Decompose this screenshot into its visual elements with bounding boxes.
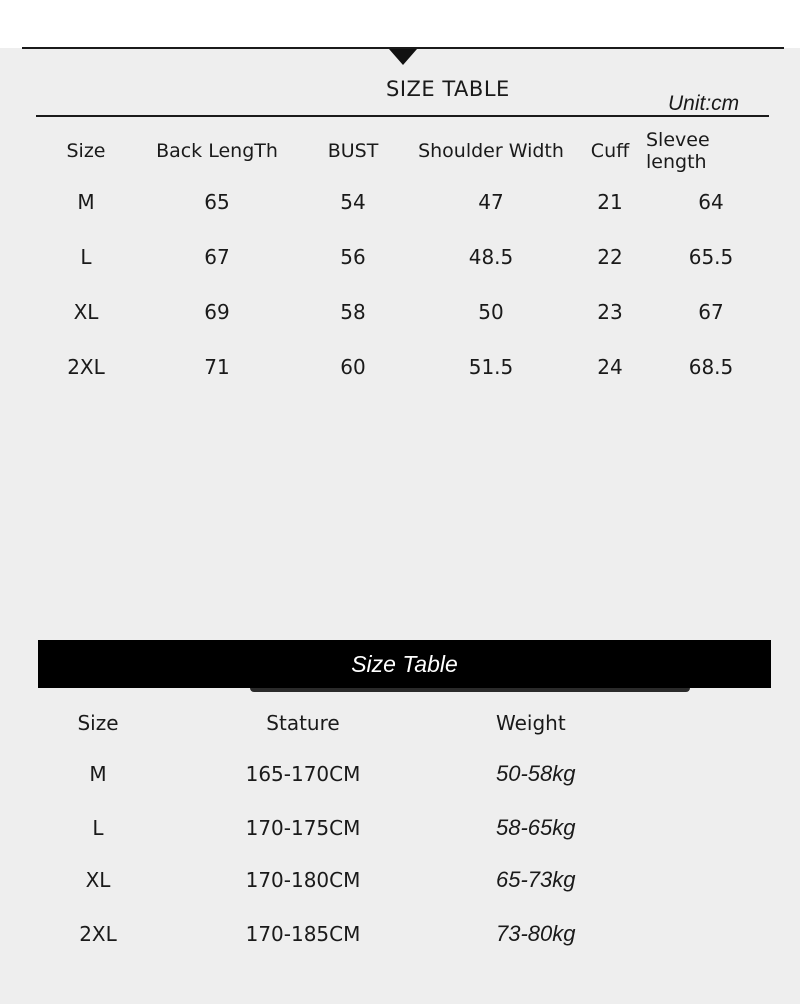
table-cell: 50 [478, 299, 504, 324]
table-cell: 65 [204, 189, 230, 214]
table-cell: M [89, 762, 107, 786]
column-header-bust: BUST [327, 140, 379, 162]
table-cell: 50-58kg [496, 761, 576, 786]
table-cell: 65-73kg [496, 867, 576, 892]
size-table-title: SIZE TABLE [386, 77, 510, 101]
table-cell: 24 [597, 354, 623, 379]
table-cell: 73-80kg [496, 921, 576, 946]
table-cell: 58 [340, 299, 366, 324]
table-cell: 48.5 [468, 244, 514, 269]
body-size-table [38, 700, 768, 962]
garment-size-table [36, 128, 776, 394]
table-cell: 67 [698, 299, 724, 324]
column-header-sleeve-length: Slevee length [646, 129, 710, 173]
table-cell: 58-65kg [496, 815, 576, 840]
table-cell: 64 [698, 189, 724, 214]
column-header-stature: Stature [266, 711, 340, 735]
table-cell: 170-185CM [245, 922, 361, 946]
table-cell: 170-180CM [245, 868, 361, 892]
body-size-table-title: Size Table [351, 650, 458, 677]
table-cell: 170-175CM [245, 816, 361, 840]
table-cell: 54 [340, 189, 366, 214]
column-header-back-length: Back LengTh [156, 140, 278, 162]
table-cell: L [92, 816, 104, 840]
table-cell: XL [73, 299, 99, 324]
table-cell: L [80, 244, 92, 269]
table-cell: 23 [597, 299, 623, 324]
column-header-cuff: Cuff [590, 140, 630, 162]
column-header-shoulder-width: Shoulder Width [418, 140, 564, 162]
table-cell: 68.5 [688, 354, 734, 379]
top-white-band [0, 0, 800, 48]
table-cell: XL [85, 868, 111, 892]
body-size-title-bar [38, 640, 771, 688]
table-cell: 21 [597, 189, 623, 214]
column-header-size: Size [66, 140, 106, 162]
table-cell: 165-170CM [245, 762, 361, 786]
table-cell: 2XL [79, 922, 117, 946]
table-cell: 69 [204, 299, 230, 324]
table-cell: 2XL [67, 354, 105, 379]
table-cell: 22 [597, 244, 623, 269]
table-cell: 65.5 [688, 244, 734, 269]
title-underline [36, 115, 769, 117]
table-cell: 60 [340, 354, 366, 379]
table-cell: 67 [204, 244, 230, 269]
unit-label: Unit:cm [668, 92, 740, 115]
table-cell: 47 [478, 189, 504, 214]
table-cell: 56 [340, 244, 366, 269]
down-triangle-icon [389, 49, 417, 65]
table-cell: 71 [204, 354, 230, 379]
table-cell: M [77, 189, 95, 214]
table-cell: 51.5 [468, 354, 514, 379]
column-header-weight: Weight [496, 711, 566, 735]
column-header-size: Size [77, 711, 119, 735]
